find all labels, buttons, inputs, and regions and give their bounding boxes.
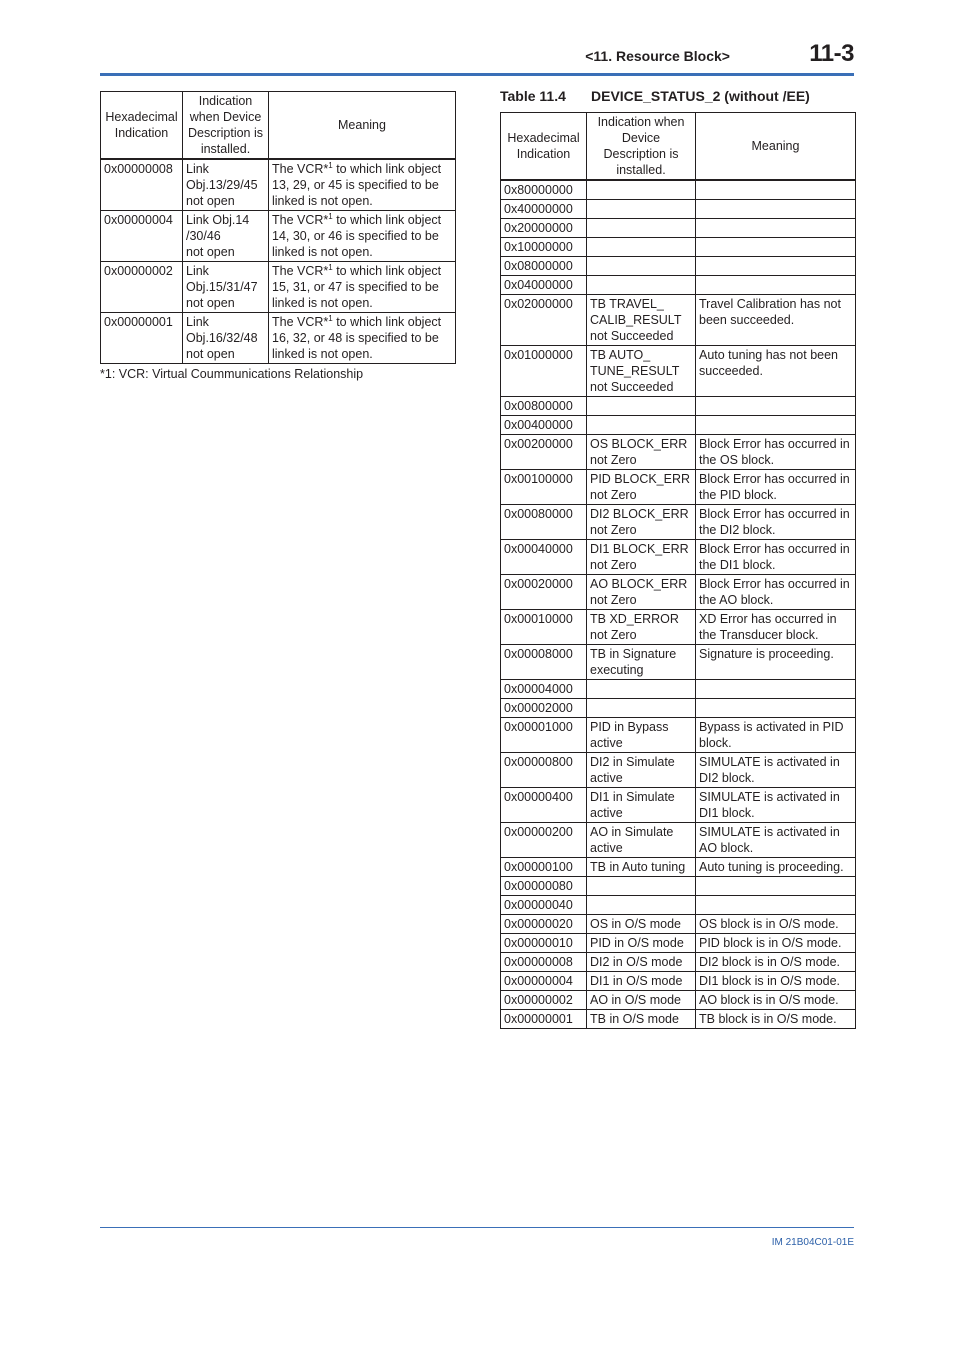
meaning-cell: Signature is proceeding. xyxy=(696,645,856,680)
table-row xyxy=(501,505,856,540)
meaning-cell xyxy=(696,699,856,718)
meaning-cell: Block Error has occurred in the AO block. xyxy=(696,575,856,610)
meaning-cell xyxy=(696,680,856,699)
indication-cell: TB in Auto tuning xyxy=(587,858,696,877)
indication-cell xyxy=(587,276,696,295)
indication-cell xyxy=(587,200,696,219)
meaning-cell: DI1 block is in O/S mode. xyxy=(696,972,856,991)
section-title: <11. Resource Block> xyxy=(585,48,730,64)
footnote-ref: 1 xyxy=(328,161,333,170)
hex-cell: 0x00002000 xyxy=(501,699,587,718)
hex-cell: 0x80000000 xyxy=(501,180,587,200)
table-row xyxy=(501,823,856,858)
hex-cell: 0x00000004 xyxy=(501,972,587,991)
table-row xyxy=(501,953,856,972)
indication-cell xyxy=(587,219,696,238)
table-row xyxy=(501,200,856,219)
meaning-cell xyxy=(696,257,856,276)
meaning-cell xyxy=(696,276,856,295)
table-row xyxy=(501,1010,856,1029)
indication-cell: TB in Signature executing xyxy=(587,645,696,680)
indication-cell xyxy=(587,397,696,416)
column-header-meaning: Meaning xyxy=(696,113,856,181)
meaning-cell: Block Error has occurred in the DI2 block. xyxy=(696,505,856,540)
hex-cell: 0x00000080 xyxy=(501,877,587,896)
table-row xyxy=(501,934,856,953)
table-row xyxy=(501,540,856,575)
indication-cell xyxy=(587,416,696,435)
table-row xyxy=(501,416,856,435)
page-number: 11-3 xyxy=(809,40,854,67)
table-row xyxy=(101,261,456,312)
hex-cell: 0x10000000 xyxy=(501,238,587,257)
document-id: IM 21B04C01-01E xyxy=(771,1237,854,1248)
footnote-ref: 1 xyxy=(328,262,333,272)
meaning-cell xyxy=(696,397,856,416)
meaning-cell: TB block is in O/S mode. xyxy=(696,1010,856,1029)
vcr-status-table xyxy=(100,91,456,364)
device-status-2-table xyxy=(500,112,856,1029)
meaning-cell: Travel Calibration has not been succeeded. xyxy=(696,295,856,346)
meaning-cell: PID block is in O/S mode. xyxy=(696,934,856,953)
indication-cell: AO in O/S mode xyxy=(587,991,696,1010)
hex-cell: 0x20000000 xyxy=(501,219,587,238)
footnote-ref: 1 xyxy=(328,211,333,221)
meaning-cell: Block Error has occurred in the OS block. xyxy=(696,435,856,470)
meaning-cell: AO block is in O/S mode. xyxy=(696,991,856,1010)
indication-cell: DI1 in Simulate active xyxy=(587,788,696,823)
meaning-cell: OS block is in O/S mode. xyxy=(696,915,856,934)
hex-cell: 0x00000002 xyxy=(501,991,587,1010)
hex-cell: 0x00000001 xyxy=(101,312,183,363)
indication-cell: DI1 BLOCK_ERR not Zero xyxy=(587,540,696,575)
hex-cell: 0x00001000 xyxy=(501,718,587,753)
indication-cell xyxy=(587,680,696,699)
hex-cell: 0x00000008 xyxy=(501,953,587,972)
table-row xyxy=(501,972,856,991)
hex-cell: 0x02000000 xyxy=(501,295,587,346)
meaning-cell xyxy=(696,219,856,238)
meaning-cell xyxy=(696,416,856,435)
meaning-cell xyxy=(696,200,856,219)
indication-cell: OS in O/S mode xyxy=(587,915,696,934)
hex-cell: 0x00004000 xyxy=(501,680,587,699)
indication-cell: AO in Simulate active xyxy=(587,823,696,858)
hex-cell: 0x00200000 xyxy=(501,435,587,470)
hex-cell: 0x00100000 xyxy=(501,470,587,505)
column-header-hex: Hexadecimal Indication xyxy=(101,92,183,160)
indication-cell: DI2 BLOCK_ERR not Zero xyxy=(587,505,696,540)
meaning-cell: The VCR*$^1$ to which link object 14, 30, or 46 is specified to be linked is not open. xyxy=(269,210,456,261)
indication-cell xyxy=(587,257,696,276)
hex-cell: 0x00000020 xyxy=(501,915,587,934)
table-row xyxy=(501,346,856,397)
meaning-cell xyxy=(696,180,856,200)
hex-cell: 0x00000100 xyxy=(501,858,587,877)
meaning-cell xyxy=(696,896,856,915)
meaning-cell: The VCR*$^1$ to which link object 15, 31, or 47 is specified to be linked is not open. xyxy=(269,261,456,312)
meaning-cell: The VCR*$^1$ to which link object 16, 32, or 48 is specified to be linked is not open. xyxy=(269,312,456,363)
indication-cell xyxy=(587,699,696,718)
caption-title: DEVICE_STATUS_2 (without /EE) xyxy=(591,88,810,104)
indication-cell xyxy=(587,896,696,915)
table-row xyxy=(101,210,456,261)
table-row xyxy=(501,645,856,680)
indication-cell: Link Obj.16/32/48 not open xyxy=(183,312,269,363)
hex-cell: 0x00400000 xyxy=(501,416,587,435)
meaning-cell: SIMULATE is activated in DI2 block. xyxy=(696,753,856,788)
hex-cell: 0x00000400 xyxy=(501,788,587,823)
indication-cell: PID in O/S mode xyxy=(587,934,696,953)
hex-cell: 0x00000040 xyxy=(501,896,587,915)
table-caption xyxy=(500,88,810,104)
table-row xyxy=(501,680,856,699)
meaning-cell: The VCR*$^1$ to which link object 13, 29, or 45 is specified to be linked is not open. xyxy=(269,159,456,210)
indication-cell xyxy=(587,238,696,257)
hex-cell: 0x08000000 xyxy=(501,257,587,276)
table-row xyxy=(501,699,856,718)
table-row xyxy=(501,276,856,295)
column-header-indication: Indication when Device Description is installed. xyxy=(587,113,696,181)
indication-cell: TB XD_ERROR not Zero xyxy=(587,610,696,645)
meaning-cell: XD Error has occurred in the Transducer block. xyxy=(696,610,856,645)
hex-cell: 0x00000008 xyxy=(101,159,183,210)
hex-cell: 0x00000010 xyxy=(501,934,587,953)
table-header-row xyxy=(501,113,856,181)
table-row xyxy=(501,896,856,915)
table-row xyxy=(101,159,456,210)
table-row xyxy=(501,435,856,470)
indication-cell: Link Obj.15/31/47 not open xyxy=(183,261,269,312)
indication-cell: DI2 in O/S mode xyxy=(587,953,696,972)
indication-cell: TB TRAVEL_ CALIB_RESULT not Succeeded xyxy=(587,295,696,346)
table-row xyxy=(501,295,856,346)
indication-cell: PID BLOCK_ERR not Zero xyxy=(587,470,696,505)
table-row xyxy=(501,219,856,238)
hex-cell: 0x00000002 xyxy=(101,261,183,312)
hex-cell: 0x00000200 xyxy=(501,823,587,858)
hex-cell: 0x04000000 xyxy=(501,276,587,295)
meaning-cell xyxy=(696,238,856,257)
table-row xyxy=(501,877,856,896)
hex-cell: 0x00040000 xyxy=(501,540,587,575)
table-header-row xyxy=(101,92,456,160)
column-header-hex: Hexadecimal Indication xyxy=(501,113,587,181)
table-row xyxy=(501,915,856,934)
indication-cell: Link Obj.13/29/45 not open xyxy=(183,159,269,210)
meaning-cell: Auto tuning has not been succeeded. xyxy=(696,346,856,397)
hex-cell: 0x00000004 xyxy=(101,210,183,261)
meaning-cell: Bypass is activated in PID block. xyxy=(696,718,856,753)
indication-cell: PID in Bypass active xyxy=(587,718,696,753)
indication-cell: DI1 in O/S mode xyxy=(587,972,696,991)
meaning-cell: SIMULATE is activated in AO block. xyxy=(696,823,856,858)
table-row xyxy=(501,788,856,823)
footer-rule xyxy=(100,1227,854,1228)
table-row xyxy=(501,238,856,257)
caption-number: Table 11.4 xyxy=(500,88,566,104)
indication-cell: TB in O/S mode xyxy=(587,1010,696,1029)
meaning-cell: SIMULATE is activated in DI1 block. xyxy=(696,788,856,823)
indication-cell: TB AUTO_ TUNE_RESULT not Succeeded xyxy=(587,346,696,397)
footnote-ref: 1 xyxy=(328,313,333,323)
table-row xyxy=(501,575,856,610)
hex-cell: 0x00800000 xyxy=(501,397,587,416)
hex-cell: 0x00000001 xyxy=(501,1010,587,1029)
hex-cell: 0x00008000 xyxy=(501,645,587,680)
table-row xyxy=(501,397,856,416)
header-rule xyxy=(100,73,854,76)
meaning-cell xyxy=(696,877,856,896)
indication-cell: DI2 in Simulate active xyxy=(587,753,696,788)
column-header-meaning: Meaning xyxy=(269,92,456,160)
hex-cell: 0x40000000 xyxy=(501,200,587,219)
indication-cell: Link Obj.14 /30/46 not open xyxy=(183,210,269,261)
table-row xyxy=(501,718,856,753)
table-footnote: *1: VCR: Virtual Coummunications Relationship xyxy=(100,367,364,381)
meaning-cell: DI2 block is in O/S mode. xyxy=(696,953,856,972)
indication-cell: AO BLOCK_ERR not Zero xyxy=(587,575,696,610)
table-row xyxy=(501,257,856,276)
table-row xyxy=(501,753,856,788)
table-row xyxy=(501,858,856,877)
indication-cell: OS BLOCK_ERR not Zero xyxy=(587,435,696,470)
hex-cell: 0x00020000 xyxy=(501,575,587,610)
table-row xyxy=(501,180,856,200)
indication-cell xyxy=(587,877,696,896)
hex-cell: 0x00000800 xyxy=(501,753,587,788)
table-row xyxy=(101,312,456,363)
meaning-cell: Block Error has occurred in the PID block. xyxy=(696,470,856,505)
hex-cell: 0x00080000 xyxy=(501,505,587,540)
indication-cell xyxy=(587,180,696,200)
table-row xyxy=(501,470,856,505)
hex-cell: 0x01000000 xyxy=(501,346,587,397)
meaning-cell: Auto tuning is proceeding. xyxy=(696,858,856,877)
table-row xyxy=(501,610,856,645)
table-row xyxy=(501,991,856,1010)
hex-cell: 0x00010000 xyxy=(501,610,587,645)
column-header-indication: Indication when Device Description is installed. xyxy=(183,92,269,160)
meaning-cell: Block Error has occurred in the DI1 block. xyxy=(696,540,856,575)
